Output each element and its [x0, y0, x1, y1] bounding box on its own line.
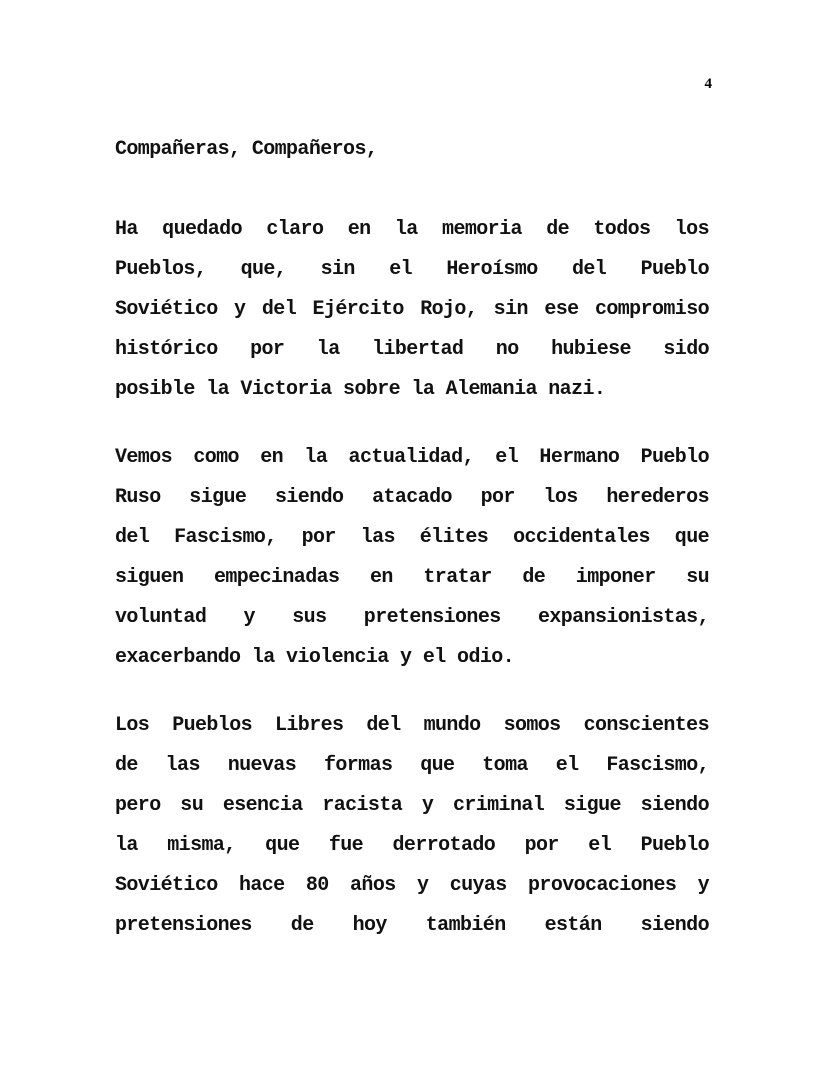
- paragraph-line: voluntad y sus pretensiones expansionistas,: [115, 606, 709, 629]
- paragraph-line: Vemos como en la actualidad, el Hermano Pueblo: [115, 446, 709, 469]
- paragraph-line: siguen empecinadas en tratar de imponer su: [115, 566, 709, 589]
- paragraph-line: Pueblos, que, sin el Heroísmo del Pueblo: [115, 258, 709, 281]
- paragraph-line: la misma, que fue derrotado por el Pueblo: [115, 834, 709, 857]
- paragraph-line: histórico por la libertad no hubiese sido: [115, 338, 709, 361]
- paragraph-line: Ruso sigue siendo atacado por los herederos: [115, 486, 709, 509]
- paragraph-line: pero su esencia racista y criminal sigue siendo: [115, 794, 709, 817]
- salutation: Compañeras, Compañeros,: [115, 138, 378, 161]
- paragraph-line: posible la Victoria sobre la Alemania nazi.: [115, 378, 606, 401]
- paragraph-line: Soviético hace 80 años y cuyas provocaciones y: [115, 874, 709, 897]
- paragraph-line: Soviético y del Ejército Rojo, sin ese compromiso: [115, 298, 709, 321]
- paragraph-line: del Fascismo, por las élites occidentales que: [115, 526, 709, 549]
- paragraph-line: de las nuevas formas que toma el Fascismo,: [115, 754, 709, 777]
- page-number: 4: [704, 76, 712, 92]
- paragraph-line: Ha quedado claro en la memoria de todos los: [115, 218, 709, 241]
- paragraph-line: pretensiones de hoy también están siendo: [115, 914, 709, 937]
- paragraph-line: Los Pueblos Libres del mundo somos conscientes: [115, 714, 709, 737]
- paragraph-line: exacerbando la violencia y el odio.: [115, 646, 515, 669]
